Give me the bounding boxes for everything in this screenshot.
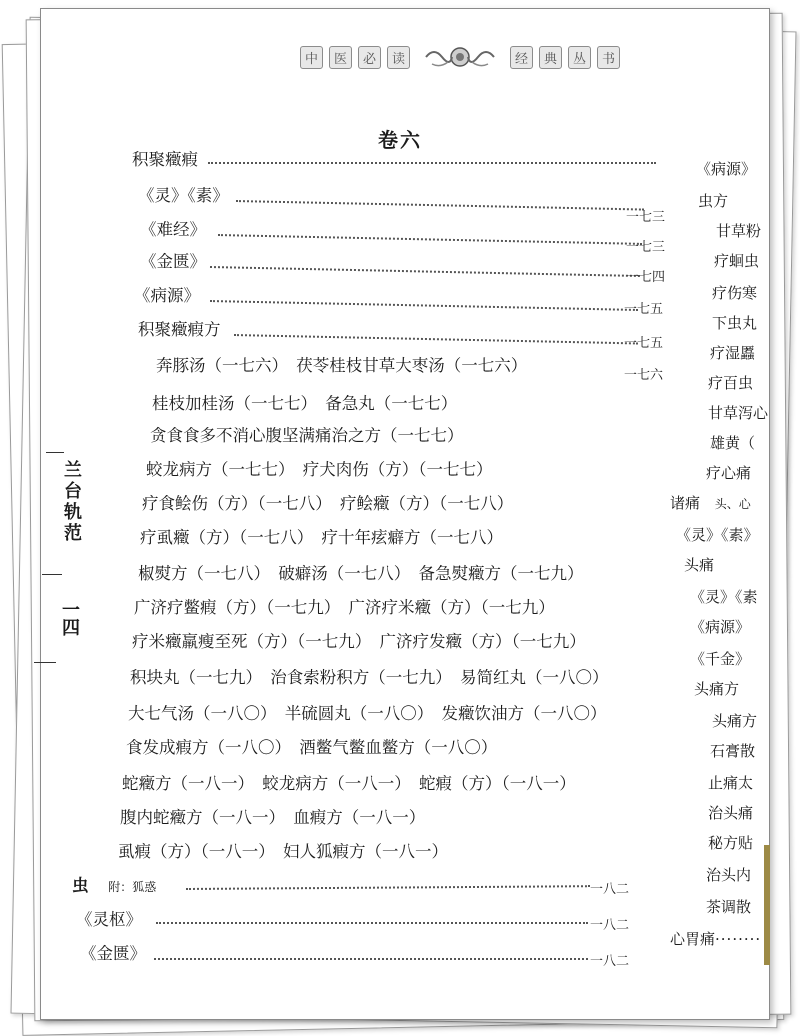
facing-entry: 甘草泻心 xyxy=(708,404,769,422)
remedy-line xyxy=(142,490,513,514)
page-number: 一七三 xyxy=(626,210,666,225)
facing-entry: 《灵》《素》 xyxy=(676,526,759,544)
toc-entry-note: 附：狐惑 xyxy=(108,880,157,894)
facing-entry: 《千金》 xyxy=(690,650,751,668)
remedy-line xyxy=(150,422,464,446)
page-number: 一七四 xyxy=(626,270,666,285)
remedy-line xyxy=(156,352,527,376)
remedy-item: 蛟龙病方（一八一） xyxy=(262,774,403,793)
remedy-item: 蛇瘕（方）（一八一） xyxy=(419,774,576,793)
remedy-line xyxy=(120,804,425,828)
margin-rule xyxy=(34,662,56,663)
remedy-item: 酒鳖气鳖血鳖方（一八〇） xyxy=(299,738,498,757)
header-seal: 读 xyxy=(387,46,410,69)
remedy-line xyxy=(130,664,609,688)
toc-entry: 《灵枢》 xyxy=(76,910,142,929)
remedy-item: 大七气汤（一八〇） xyxy=(128,704,269,723)
page-number: 一八二 xyxy=(590,918,630,933)
remedy-item: 易简红丸（一八〇） xyxy=(460,668,609,687)
header-seal: 中 xyxy=(300,46,323,69)
remedy-item: 备急熨癥方（一七九） xyxy=(418,564,584,583)
facing-entry: 石膏散 xyxy=(710,742,756,760)
facing-entry: 治头内 xyxy=(706,866,752,884)
toc-entry-title: 虫 xyxy=(72,876,89,895)
page-number: 一八二 xyxy=(590,954,630,969)
volume-title: 卷六 xyxy=(378,128,422,152)
page-number: 一七三 xyxy=(626,240,666,255)
remedy-item: 虱瘕（方）（一八一） xyxy=(118,842,267,861)
facing-entry: 秘方贴 xyxy=(708,834,754,852)
remedy-item: 蛟龙病方（一七七） xyxy=(146,460,287,479)
remedy-item: 治食索粉积方（一七九） xyxy=(270,668,444,687)
remedy-item: 奔豚汤（一七六） xyxy=(156,356,280,375)
facing-entry: 疗湿䘌 xyxy=(710,344,756,362)
remedy-item: 半硫圆丸（一八〇） xyxy=(284,704,425,723)
facing-entry: 头痛方 xyxy=(712,712,758,730)
facing-entry: 《灵》《素 xyxy=(690,588,758,606)
facing-entry: 虫方 xyxy=(698,192,729,210)
leader-dots xyxy=(154,958,588,960)
page-number: 一八二 xyxy=(590,882,630,897)
toc-entry: 《金匮》 xyxy=(80,944,146,963)
facing-entry: 疗百虫 xyxy=(708,374,754,392)
toc-entry: 《病源》 xyxy=(134,286,200,305)
page-number: 一七五 xyxy=(624,302,664,317)
remedy-item: 蛇癥方（一八一） xyxy=(122,774,246,793)
page-header xyxy=(300,40,620,74)
leader-dots xyxy=(208,162,656,164)
facing-entry: 雄黄（ xyxy=(710,434,756,452)
remedy-item: 妇人狐瘕方（一八一） xyxy=(283,842,448,861)
facing-entry: 疗伤寒 xyxy=(712,284,758,302)
toc-entry: 《金匮》 xyxy=(140,252,206,271)
remedy-item: 发癥饮油方（一八〇） xyxy=(441,704,607,723)
header-seal: 经 xyxy=(510,46,533,69)
facing-entry: 疗蛔虫 xyxy=(714,252,760,270)
remedy-line xyxy=(118,838,448,862)
remedy-item: 疗犬肉伤（方）（一七七） xyxy=(302,460,493,479)
header-seal: 医 xyxy=(329,46,352,69)
book-title: 兰台轨范 xyxy=(61,460,82,544)
remedy-item: 积块丸（一七九） xyxy=(130,668,254,687)
remedy-item: 疗鲙癥（方）（一七八） xyxy=(340,494,514,513)
header-seal: 必 xyxy=(358,46,381,69)
header-seal: 书 xyxy=(597,46,620,69)
facing-entry xyxy=(670,492,751,513)
remedy-line xyxy=(126,734,497,758)
remedy-item: 备急丸（一七七） xyxy=(325,394,458,413)
toc-entry: 积聚癥瘕 xyxy=(132,150,198,169)
leader-dots xyxy=(156,922,588,924)
remedy-item: 血瘕方（一八一） xyxy=(293,808,426,827)
remedy-item: 椒熨方（一七八） xyxy=(138,564,262,583)
page-number: 一七五 xyxy=(624,336,664,351)
remedy-line xyxy=(140,524,503,548)
margin-rule xyxy=(42,574,62,575)
facing-entry: 下虫丸 xyxy=(712,314,758,332)
margin-rule xyxy=(46,452,64,453)
remedy-item: 食发成瘕方（一八〇） xyxy=(126,738,283,757)
remedy-item: 茯苓桂枝甘草大枣汤（一七六） xyxy=(296,356,528,375)
facing-entry: 疗心痛 xyxy=(706,464,752,482)
remedy-item: 广济疗米癥（方）（一七九） xyxy=(348,598,555,617)
facing-entry: 头痛 xyxy=(684,556,715,574)
toc-entry: 《灵》《素》 xyxy=(138,186,229,205)
remedy-line xyxy=(146,456,493,480)
remedy-item: 疗米癥羸瘦至死（方）（一七九） xyxy=(132,632,363,651)
remedy-item: 桂枝加桂汤（一七七） xyxy=(152,394,309,413)
remedy-line xyxy=(138,560,584,584)
header-seal: 丛 xyxy=(568,46,591,69)
remedy-line xyxy=(152,390,457,414)
remedy-item: 疗十年痃癖方（一七八） xyxy=(321,528,503,547)
remedy-item: 疗食鲙伤（方）（一七八） xyxy=(142,494,324,513)
remedy-line xyxy=(128,700,607,724)
page-folio: 一四 xyxy=(59,600,80,636)
page-number: 一七六 xyxy=(624,368,664,383)
facing-entry: 甘草粉 xyxy=(716,222,762,240)
facing-entry: 止痛太 xyxy=(708,774,754,792)
toc-entry xyxy=(72,872,156,896)
facing-entry: 《病源》 xyxy=(690,618,751,636)
remedy-line xyxy=(134,594,555,618)
facing-entry-note: 头、心 xyxy=(714,497,751,511)
facing-entry: 头痛方 xyxy=(694,680,740,698)
facing-entry: 《病源》 xyxy=(696,160,757,178)
remedy-item: 疗虱癥（方）（一七八） xyxy=(140,528,305,547)
header-seal: 典 xyxy=(539,46,562,69)
facing-entry-title: 诸痛 xyxy=(670,494,701,512)
remedy-item: 贪食食多不消心腹坚满痛治之方（一七七） xyxy=(150,426,464,445)
toc-entry: 《难经》 xyxy=(140,220,206,239)
remedy-line xyxy=(132,628,586,652)
remedy-line xyxy=(122,770,576,794)
remedy-item: 腹内蛇癥方（一八一） xyxy=(120,808,277,827)
facing-entry: 心胃痛········ xyxy=(670,930,762,948)
ornament-icon xyxy=(422,44,498,70)
facing-entry-title: 心胃痛 xyxy=(670,930,716,948)
remedy-item: 广济疗鳖瘕（方）（一七九） xyxy=(134,598,332,617)
page-edge xyxy=(764,845,770,965)
remedy-item: 破癖汤（一七八） xyxy=(278,564,402,583)
remedy-item: 广济疗发癥（方）（一七九） xyxy=(379,632,586,651)
facing-entry: 治头痛 xyxy=(708,804,754,822)
facing-entry: 茶调散 xyxy=(706,898,752,916)
toc-entry: 积聚癥瘕方 xyxy=(138,320,221,339)
